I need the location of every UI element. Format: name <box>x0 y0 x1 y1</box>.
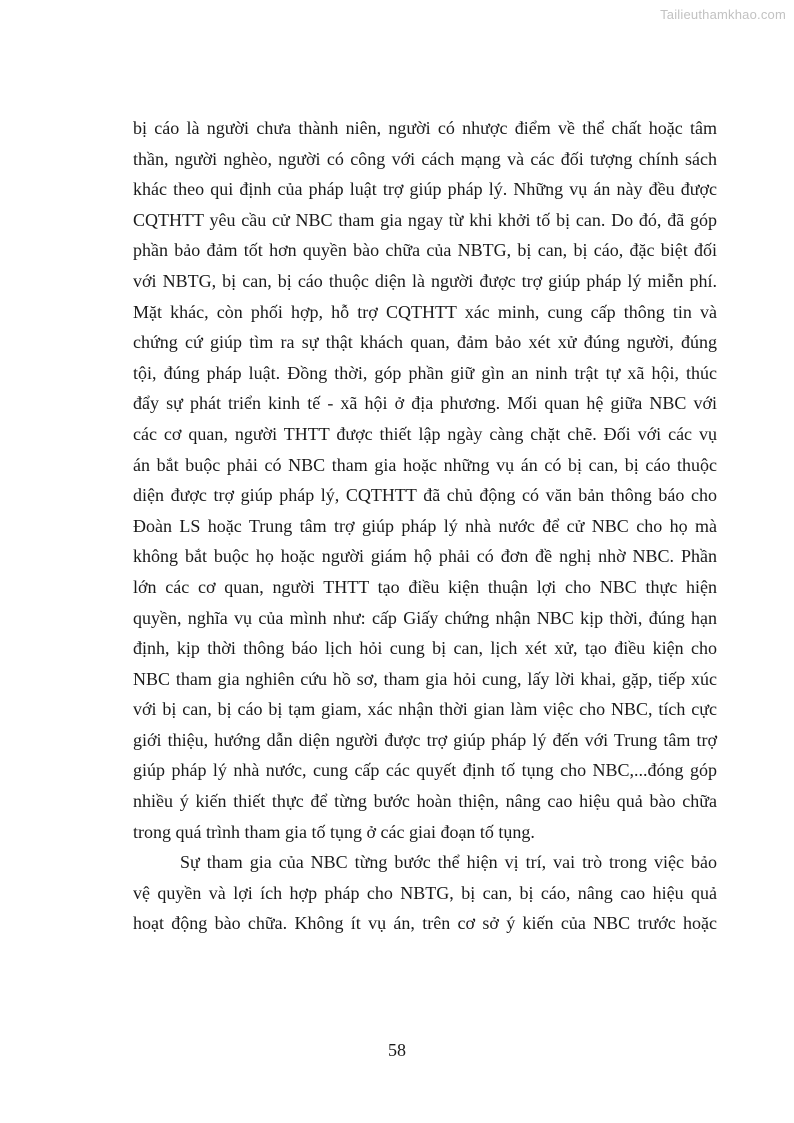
text-line: đẩy sự phát triển kinh tế - xã hội ở địa phương. Mối quan hệ giữa NBC với <box>133 393 717 414</box>
text-line: khác theo qui định của pháp luật trợ giúp pháp lý. Những vụ án này đều được <box>133 179 717 200</box>
text-line: Sự tham gia của NBC từng bước thể hiện vị trí, vai trò trong việc bảo <box>180 852 717 873</box>
text-line: CQTHTT yêu cầu cử NBC tham gia ngay từ khi khởi tố bị can. Do đó, đã góp <box>133 209 717 230</box>
text-line: với NBTG, bị can, bị cáo thuộc diện là người được trợ giúp pháp lý miễn phí. <box>133 270 717 291</box>
text-line: NBC tham gia nghiên cứu hồ sơ, tham gia hỏi cung, lấy lời khai, gặp, tiếp xúc <box>133 668 717 689</box>
text-line: tội, đúng pháp luật. Đồng thời, góp phần giữ gìn an ninh trật tự xã hội, thúc <box>133 362 717 383</box>
text-line: vệ quyền và lợi ích hợp pháp cho NBTG, bị can, bị cáo, nâng cao hiệu quả <box>133 882 717 903</box>
page-body <box>133 113 717 939</box>
text-line: trong quá trình tham gia tố tụng ở các giai đoạn tố tụng. <box>133 821 535 842</box>
text-line: chứng cứ giúp tìm ra sự thật khách quan, đảm bảo xét xử đúng người, đúng <box>133 332 717 353</box>
text-line: hoạt động bào chữa. Không ít vụ án, trên cơ sở ý kiến của NBC trước hoặc <box>133 913 717 934</box>
text-line: lớn các cơ quan, người THTT tạo điều kiện thuận lợi cho NBC thực hiện <box>133 576 717 597</box>
page-number: 58 <box>388 1040 406 1060</box>
text-line: bị cáo là người chưa thành niên, người có nhược điểm về thể chất hoặc tâm <box>133 118 717 138</box>
text-line: các cơ quan, người THTT được thiết lập ngày càng chặt chẽ. Đối với các vụ <box>133 423 717 444</box>
text-line: phần bảo đảm tốt hơn quyền bào chữa của NBTG, bị can, bị cáo, đặc biệt đối <box>133 240 717 261</box>
watermark: Tailieuthamkhao.com <box>660 7 786 22</box>
text-line: không bắt buộc họ hoặc người giám hộ phải có đơn đề nghị nhờ NBC. Phần <box>133 546 717 567</box>
text-line: nhiều ý kiến thiết thực để từng bước hoàn thiện, nâng cao hiệu quả bào chữa <box>133 791 717 812</box>
paragraph-2 <box>133 847 717 939</box>
text-line: diện được trợ giúp pháp lý, CQTHTT đã chủ động có văn bản thông báo cho <box>133 485 717 506</box>
text-line: giúp pháp lý nhà nước, cung cấp các quyết định tố tụng cho NBC,...đóng góp <box>133 760 717 781</box>
text-line: giới thiệu, hướng dẫn diện người được trợ giúp pháp lý đến với Trung tâm trợ <box>133 729 717 750</box>
text-line: thần, người nghèo, người có công với cách mạng và các đối tượng chính sách <box>133 148 717 169</box>
text-line: án bắt buộc phải có NBC tham gia hoặc những vụ án có bị can, bị cáo thuộc <box>133 454 717 475</box>
text-line: định, kịp thời thông báo lịch hỏi cung bị can, lịch xét xử, tạo điều kiện cho <box>133 638 717 659</box>
paragraph-1 <box>133 113 717 847</box>
text-line: với bị can, bị cáo bị tạm giam, xác nhận thời gian làm việc cho NBC, tích cực <box>133 699 717 720</box>
text-line: Đoàn LS hoặc Trung tâm trợ giúp pháp lý nhà nước để cử NBC cho họ mà <box>133 515 717 536</box>
text-line: Mặt khác, còn phối hợp, hỗ trợ CQTHTT xác minh, cung cấp thông tin và <box>133 301 717 322</box>
text-line: quyền, nghĩa vụ của mình như: cấp Giấy chứng nhận NBC kịp thời, đúng hạn <box>133 607 717 628</box>
